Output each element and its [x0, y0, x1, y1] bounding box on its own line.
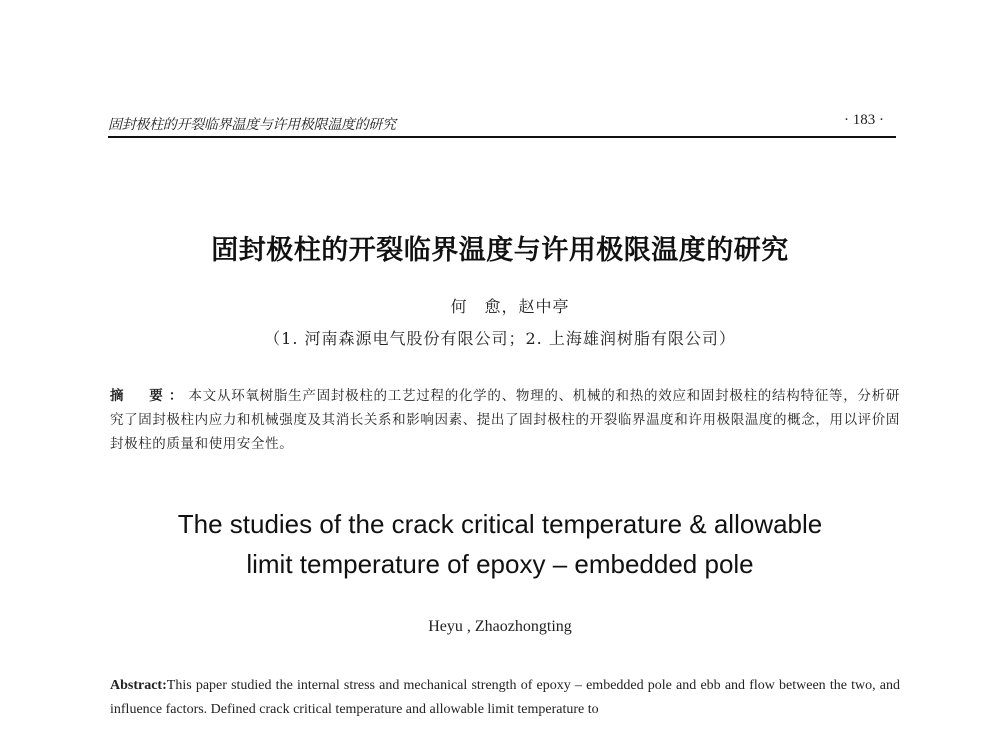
- cn-abstract-label: 摘 要：: [110, 388, 189, 404]
- cn-abstract-text: 本文从环氧树脂生产固封极柱的工艺过程的化学的、物理的、机械的和热的效应和固封极柱的结构特征等，分析研究了固封极柱内应力和机械强度及其消长关系和影响因素、提出了固封极柱的开裂临界温度和许用极限温度的概念，用以评价固封极柱的质量和使用安全性。: [110, 388, 901, 452]
- running-header: [108, 110, 896, 138]
- en-abstract-label: Abstract:: [110, 678, 167, 693]
- cn-affiliations: （1. 河南森源电气股份有限公司；2. 上海雄润树脂有限公司）: [264, 329, 736, 348]
- en-title-line-2: limit temperature of epoxy – embedded pole: [246, 549, 754, 579]
- cn-abstract: [110, 384, 900, 456]
- running-title: 固封极柱的开裂临界温度与许用极限温度的研究: [108, 117, 396, 133]
- en-abstract: [110, 674, 900, 722]
- page-number: · 183 ·: [844, 112, 884, 128]
- en-title: [0, 504, 1000, 584]
- en-title-line-1: The studies of the crack critical temperature & allowable: [177, 509, 823, 539]
- cn-authors: 何 愈，赵中亭: [450, 297, 570, 316]
- en-authors: Heyu , Zhaozhongting: [428, 618, 572, 635]
- en-abstract-text: This paper studied the internal stress and mechanical strength of epoxy – embedded pole and ebb and flow between the two, and influence factors. Defined crack critical temperature and allowable limit temperature to: [110, 678, 900, 717]
- cn-title: 固封极柱的开裂临界温度与许用极限温度的研究: [211, 235, 789, 266]
